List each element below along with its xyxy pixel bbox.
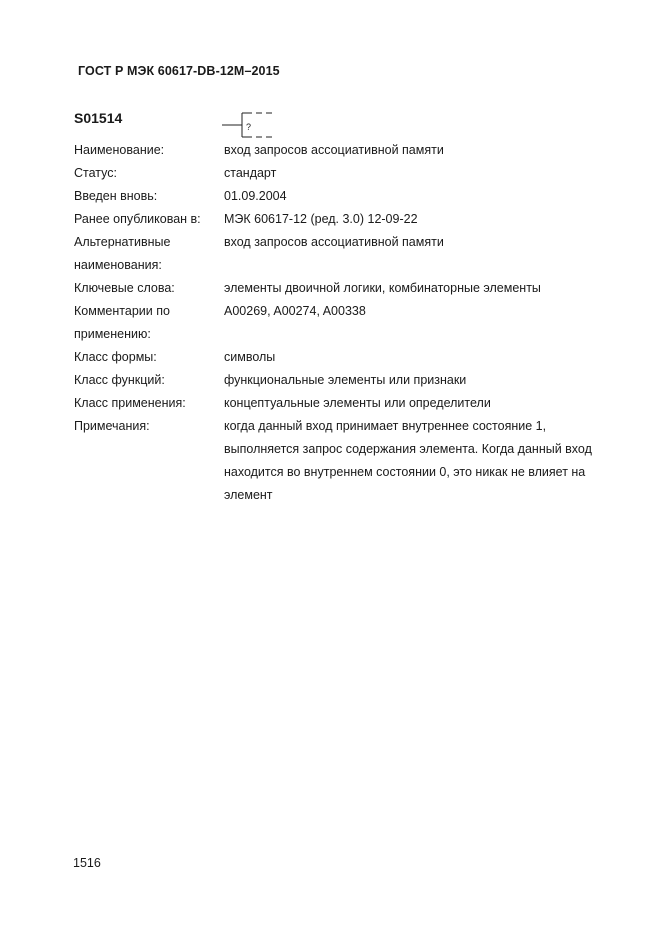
field-row-notes xyxy=(74,415,594,507)
page-number: 1516 xyxy=(73,856,101,870)
field-row-function-class xyxy=(74,369,594,392)
symbol-code: S01514 xyxy=(74,110,123,126)
associative-memory-input-symbol xyxy=(222,108,282,142)
field-value: концептуальные элементы или определители xyxy=(224,396,491,410)
field-value: стандарт xyxy=(224,166,277,180)
field-row-keywords xyxy=(74,277,594,300)
field-value: когда данный вход принимает внутреннее состояние 1, выполняется запрос содержания элемента. Когда данный вход находится во внутреннем состоянии 0, это никак не влияет на элемент xyxy=(224,419,592,502)
field-label: Класс функций: xyxy=(74,373,165,387)
field-label: Статус: xyxy=(74,166,117,180)
field-value: элементы двоичной логики, комбинаторные элементы xyxy=(224,281,541,295)
field-row-application-comments xyxy=(74,300,594,346)
field-label: Ранее опубликован в: xyxy=(74,212,201,226)
field-row-name xyxy=(74,139,594,162)
field-label: Примечания: xyxy=(74,419,150,433)
symbol-qualifier-glyph: ? xyxy=(246,122,252,132)
field-label: Введен вновь: xyxy=(74,189,158,203)
field-label: Ключевые слова: xyxy=(74,281,175,295)
field-row-introduced xyxy=(74,185,594,208)
field-value: вход запросов ассоциативной памяти xyxy=(224,235,444,249)
field-row-previously-published xyxy=(74,208,594,231)
document-header: ГОСТ Р МЭК 60617-DB-12M–2015 xyxy=(78,64,280,78)
field-row-status xyxy=(74,162,594,185)
field-label: Класс применения: xyxy=(74,396,186,410)
field-label: Наименование: xyxy=(74,143,165,157)
field-label: Комментарии по применению: xyxy=(74,304,170,341)
field-label: Альтернативные наименования: xyxy=(74,235,171,272)
field-value: функциональные элементы или признаки xyxy=(224,373,467,387)
field-label: Класс формы: xyxy=(74,350,157,364)
field-row-alternative-names xyxy=(74,231,594,277)
attribute-table xyxy=(74,139,594,507)
field-value: 01.09.2004 xyxy=(224,189,287,203)
field-row-application-class xyxy=(74,392,594,415)
field-value: МЭК 60617-12 (ред. 3.0) 12-09-22 xyxy=(224,212,418,226)
field-value: A00269, A00274, A00338 xyxy=(224,304,366,318)
field-value: вход запросов ассоциативной памяти xyxy=(224,143,444,157)
field-value: символы xyxy=(224,350,276,364)
field-row-shape-class xyxy=(74,346,594,369)
